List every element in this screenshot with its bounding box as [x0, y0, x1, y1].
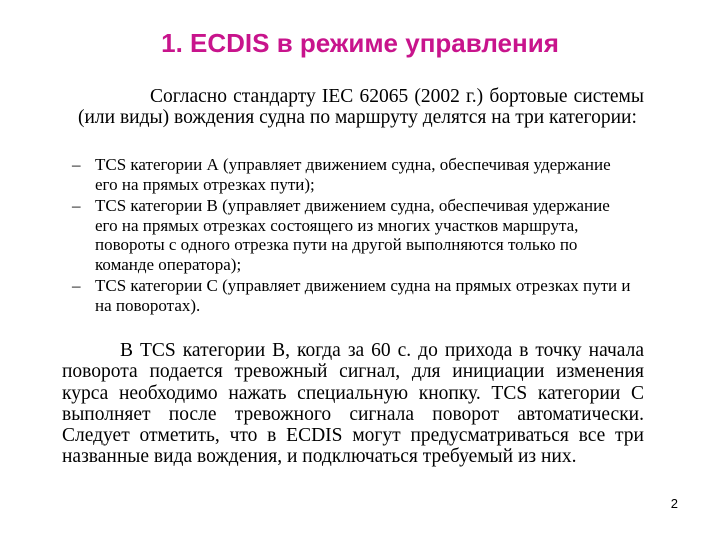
dash-marker: –: [72, 155, 81, 174]
list-item: [72, 276, 632, 315]
list-item-text: TCS категории А (управляет движением судна, обеспечивая удержание его на прямых отрезках пути);: [95, 155, 611, 194]
slide-title: 1. ECDIS в режиме управления: [161, 28, 559, 58]
body-paragraph: В TCS категории В, когда за 60 с. до прихода в точку начала поворота подается тревожный сигнал, для инициации изменения курса необходимо нажать специальную кнопку. TCS категории С выполняет после тревожного сигнала поворот автоматически. Следует отметить, что в ECDIS могут предусматриваться все три названные вида вождения, и подключаться требуемый из них.: [62, 340, 644, 468]
list-item-text: TCS категории В (управляет движением судна, обеспечивая удержание его на прямых отрезках состоящего из многих участков маршрута, повороты с одного отрезка пути на другой выполняются только по команде оператора);: [95, 196, 610, 274]
intro-paragraph: Согласно стандарту IEC 62065 (2002 г.) бортовые системы (или виды) вождения судна по маршруту делятся на три категории:: [78, 86, 644, 128]
dash-marker: –: [72, 276, 81, 295]
page-number: 2: [670, 496, 678, 511]
list-item: [72, 196, 632, 274]
list-item: [72, 155, 632, 194]
dash-marker: –: [72, 196, 81, 215]
list-item-text: TCS категории С (управляет движением судна на прямых отрезках пути и на поворотах).: [95, 276, 631, 315]
category-list: [72, 155, 632, 317]
